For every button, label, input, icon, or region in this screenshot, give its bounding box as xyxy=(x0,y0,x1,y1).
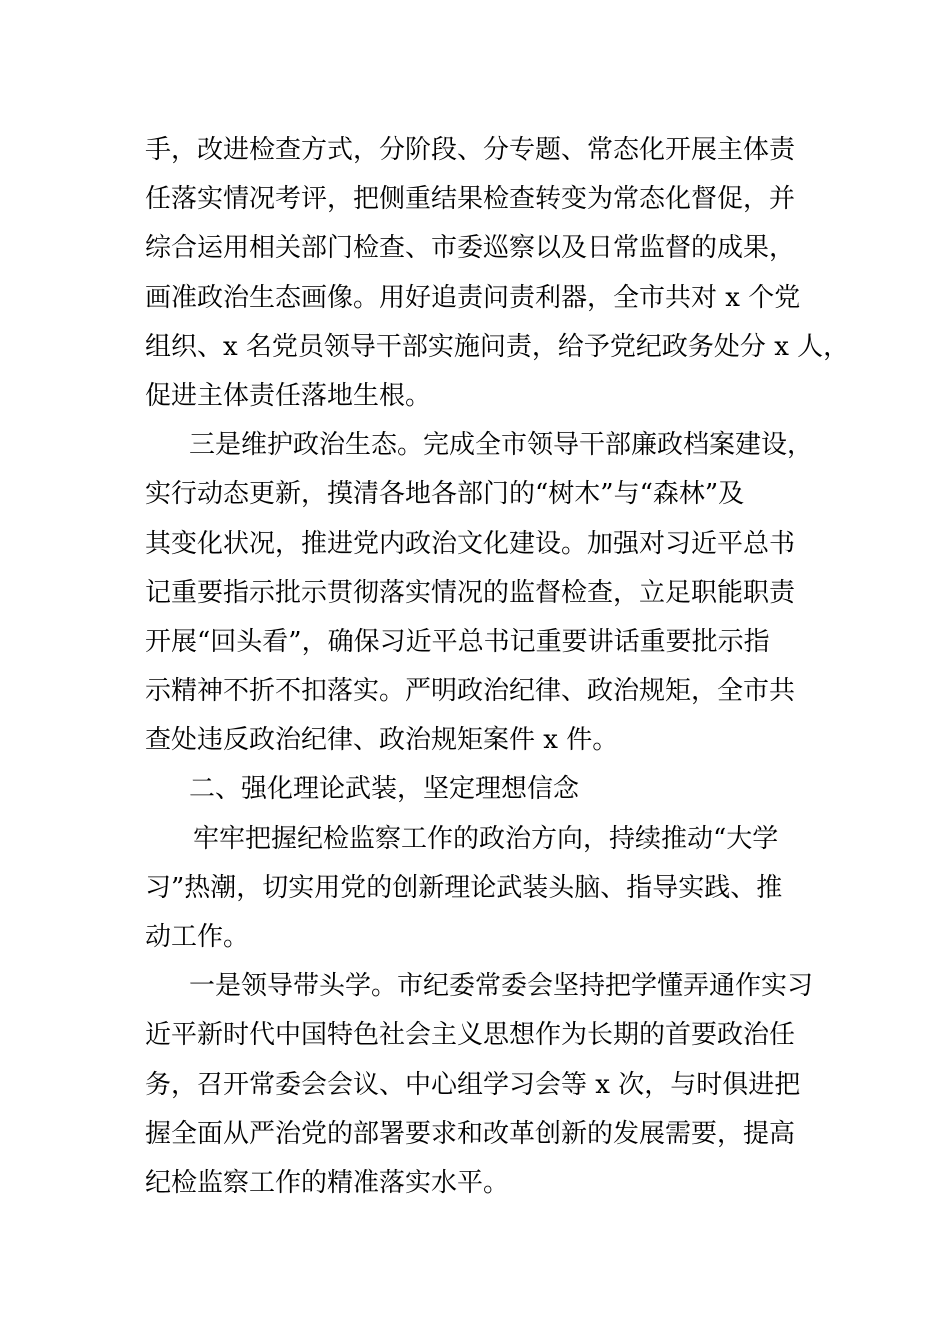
text-line: 查处违反政治纪律、政治规矩案件 x 件。 xyxy=(145,725,619,756)
text-line: 握全面从严治党的部署要求和改革创新的发展需要，提高 xyxy=(145,1118,796,1149)
text-line: 其变化状况，推进党内政治文化建设。加强对习近平总书 xyxy=(145,528,796,559)
text-line: 示精神不折不扣落实。严明政治纪律、政治规矩，全市共 xyxy=(145,676,796,707)
text-line: 实行动态更新，摸清各地各部门的“树木”与“森林”及 xyxy=(145,479,745,510)
text-line: 组织、x 名党员领导干部实施问责，给予党纪政务处分 x 人， xyxy=(145,331,850,362)
section-heading: 二、强化理论武装，坚定理想信念 xyxy=(189,774,580,805)
text-line: 画准政治生态画像。用好追责问责利器，全市共对 x 个党 xyxy=(145,282,801,313)
text-line: 开展“回头看”，确保习近平总书记重要讲话重要批示指 xyxy=(145,626,770,657)
text-line: 纪检监察工作的精准落实水平。 xyxy=(145,1167,510,1198)
text-line: 综合运用相关部门检查、市委巡察以及日常监督的成果， xyxy=(145,233,796,264)
text-line: 手，改进检查方式，分阶段、分专题、常态化开展主体责 xyxy=(145,135,796,165)
paragraph-start-line: 牢牢把握纪检监察工作的政治方向，持续推动“大学 xyxy=(193,823,779,854)
text-line: 促进主体责任落地生根。 xyxy=(145,380,432,411)
paragraph-start-line: 三是维护政治生态。完成全市领导干部廉政档案建设， xyxy=(189,430,814,461)
text-line: 动工作。 xyxy=(145,922,250,952)
document-body xyxy=(145,126,850,1208)
text-line: 习”热潮，切实用党的创新理论武装头脑、指导实践、推 xyxy=(145,872,783,903)
text-line: 记重要指示批示贯彻落实情况的监督检查，立足职能职责 xyxy=(145,577,796,608)
text-line: 任落实情况考评，把侧重结果检查转变为常态化督促，并 xyxy=(145,184,796,215)
paragraph-start-line: 一是领导带头学。市纪委常委会坚持把学懂弄通作实习 xyxy=(189,971,814,1002)
text-line: 近平新时代中国特色社会主义思想作为长期的首要政治任 xyxy=(145,1020,796,1051)
text-line: 务，召开常委会会议、中心组学习会等 x 次，与时俱进把 xyxy=(145,1069,801,1100)
